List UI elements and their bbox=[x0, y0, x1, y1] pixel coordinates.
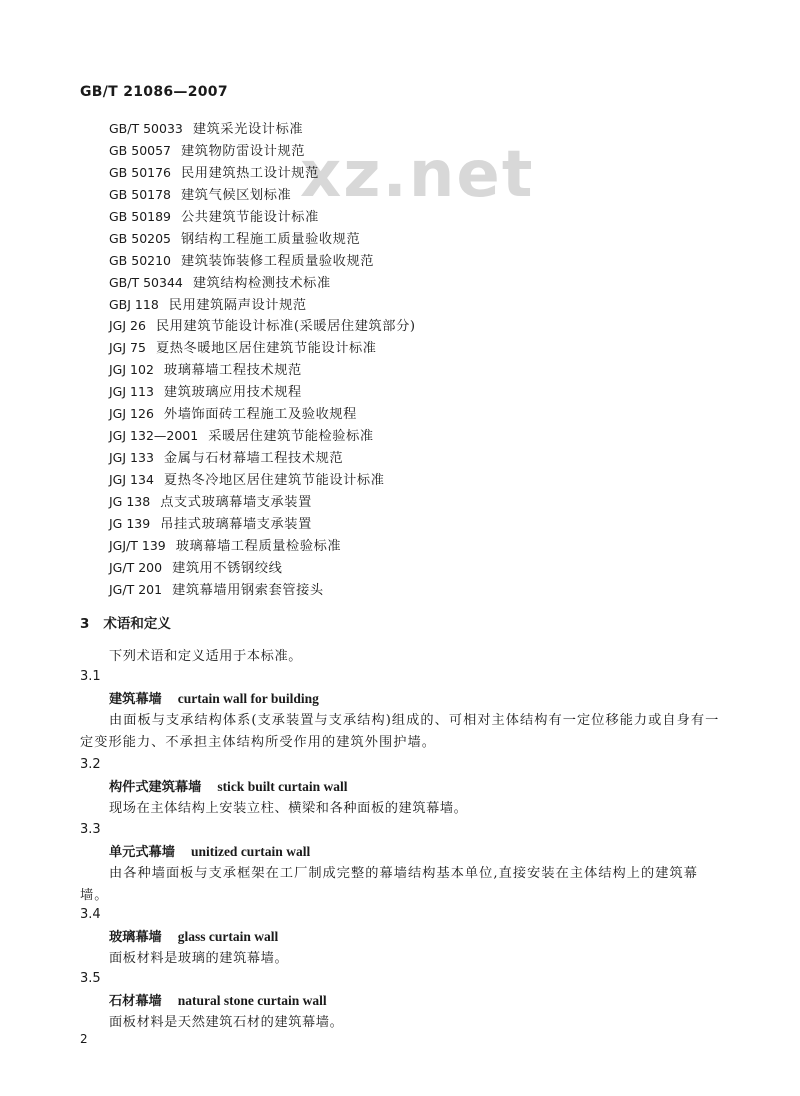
reference-title: 金属与石材幕墙工程技术规范 bbox=[163, 451, 344, 467]
reference-code: JG 138 bbox=[109, 493, 151, 509]
reference-code: GB 50178 bbox=[109, 186, 171, 202]
reference-code: GBJ 118 bbox=[109, 296, 159, 312]
reference-code: GB/T 50033 bbox=[109, 121, 183, 136]
term-number: 3.4 bbox=[80, 907, 101, 922]
reference-title: 吊挂式玻璃幕墙支承装置 bbox=[160, 516, 312, 532]
reference-code: JG/T 200 bbox=[109, 559, 163, 575]
term-definition: 由面板与支承结构体系(支承装置与支承结构)组成的、可相对主体结构有一定位移能力或自身有一定变形能力、不承担主体结构所受作用的建筑外围护墙。 bbox=[80, 713, 720, 750]
reference-title: 玻璃幕墙工程技术规范 bbox=[163, 363, 302, 379]
reference-title: 夏热冬暖地区居住建筑节能设计标准 bbox=[155, 341, 377, 357]
term-entry bbox=[80, 666, 720, 754]
reference-code: JGJ 102 bbox=[109, 362, 154, 378]
reference-code: JGJ 75 bbox=[109, 340, 146, 356]
term-name-cn: 构件式建筑幕墙 bbox=[109, 780, 202, 795]
reference-item bbox=[109, 337, 416, 359]
reference-title: 钢结构工程施工质量验收规范 bbox=[181, 231, 361, 247]
term-name-cn: 单元式幕墙 bbox=[109, 845, 175, 860]
section-intro: 下列术语和定义适用于本标准。 bbox=[109, 649, 303, 664]
reference-code: GB 50057 bbox=[109, 142, 171, 158]
reference-title: 建筑气候区划标准 bbox=[181, 187, 292, 203]
term-entry bbox=[80, 904, 720, 970]
reference-code: JGJ 26 bbox=[109, 318, 146, 334]
reference-title: 民用建筑热工设计规范 bbox=[181, 165, 319, 181]
reference-title: 建筑玻璃应用技术规程 bbox=[163, 385, 302, 401]
section-number: 3 bbox=[80, 616, 90, 632]
section-heading bbox=[80, 612, 171, 632]
reference-title: 建筑幕墙用钢索套管接头 bbox=[172, 582, 324, 598]
term-name-en: natural stone curtain wall bbox=[177, 993, 327, 1008]
reference-code: JG/T 201 bbox=[109, 581, 163, 597]
reference-title: 采暖居住建筑节能检验标准 bbox=[208, 429, 374, 445]
reference-title: 民用建筑隔声设计规范 bbox=[168, 297, 307, 313]
term-name-cn: 玻璃幕墙 bbox=[109, 930, 162, 945]
reference-code: JG 139 bbox=[109, 515, 151, 531]
term-entry bbox=[80, 819, 720, 907]
reference-title: 建筑采光设计标准 bbox=[192, 122, 304, 137]
term-definition: 面板材料是天然建筑石材的建筑幕墙。 bbox=[109, 1015, 344, 1030]
standard-header: GB/T 21086—2007 bbox=[80, 84, 228, 100]
term-definition: 面板材料是玻璃的建筑幕墙。 bbox=[109, 951, 289, 966]
reference-item bbox=[109, 118, 416, 140]
reference-item bbox=[109, 250, 416, 272]
reference-title: 建筑用不锈钢绞线 bbox=[172, 560, 283, 576]
reference-code: JGJ 134 bbox=[109, 472, 154, 487]
reference-code: JGJ 132—2001 bbox=[109, 428, 199, 444]
reference-item bbox=[109, 557, 416, 579]
term-number: 3.3 bbox=[80, 822, 101, 837]
reference-item bbox=[109, 469, 416, 491]
reference-code: JGJ 113 bbox=[109, 384, 154, 400]
term-name bbox=[109, 688, 720, 710]
reference-code: GB 50176 bbox=[109, 164, 171, 180]
term-name-en: glass curtain wall bbox=[177, 929, 279, 944]
term-name bbox=[109, 776, 720, 798]
term-name-en: unitized curtain wall bbox=[190, 844, 311, 859]
reference-code: GB 50189 bbox=[109, 208, 171, 224]
term-entry bbox=[80, 754, 720, 820]
reference-item bbox=[109, 513, 416, 535]
term-name-en: stick built curtain wall bbox=[217, 779, 348, 794]
reference-item bbox=[109, 294, 416, 316]
section-title: 术语和定义 bbox=[103, 616, 171, 632]
reference-title: 公共建筑节能设计标准 bbox=[181, 209, 319, 225]
term-name bbox=[109, 926, 720, 948]
reference-item bbox=[109, 162, 416, 184]
reference-item bbox=[109, 491, 416, 513]
watermark: xz.net bbox=[300, 138, 535, 212]
reference-title: 夏热冬冷地区居住建筑节能设计标准 bbox=[163, 473, 385, 488]
term-name bbox=[109, 990, 720, 1012]
term-number: 3.1 bbox=[80, 669, 101, 684]
reference-code: GB 50205 bbox=[109, 230, 171, 246]
reference-title: 建筑装饰装修工程质量验收规范 bbox=[181, 253, 375, 269]
reference-code: JGJ 133 bbox=[109, 450, 154, 466]
term-definition: 现场在主体结构上安装立柱、横梁和各种面板的建筑幕墙。 bbox=[109, 801, 468, 816]
reference-item bbox=[109, 315, 416, 337]
reference-title: 外墙饰面砖工程施工及验收规程 bbox=[163, 407, 357, 423]
reference-item bbox=[109, 272, 416, 294]
reference-item bbox=[109, 359, 416, 381]
reference-item bbox=[109, 579, 416, 601]
reference-item bbox=[109, 381, 416, 403]
reference-item bbox=[109, 403, 416, 425]
term-entry bbox=[80, 968, 720, 1034]
reference-code: GB 50210 bbox=[109, 252, 171, 268]
reference-title: 建筑物防雷设计规范 bbox=[181, 143, 306, 159]
reference-code: JGJ 126 bbox=[109, 406, 154, 422]
term-number: 3.5 bbox=[80, 971, 101, 986]
term-name-en: curtain wall for building bbox=[177, 691, 319, 706]
reference-item bbox=[109, 206, 416, 228]
reference-item bbox=[109, 425, 416, 447]
term-name-cn: 石材幕墙 bbox=[109, 994, 162, 1009]
term-name bbox=[109, 841, 720, 863]
reference-item bbox=[109, 535, 416, 557]
reference-item bbox=[109, 228, 416, 250]
reference-code: JGJ/T 139 bbox=[109, 537, 166, 553]
reference-item bbox=[109, 140, 416, 162]
reference-item bbox=[109, 447, 416, 469]
reference-title: 点支式玻璃幕墙支承装置 bbox=[160, 494, 312, 510]
reference-item bbox=[109, 184, 416, 206]
term-number: 3.2 bbox=[80, 757, 101, 772]
term-name-cn: 建筑幕墙 bbox=[109, 692, 162, 707]
page-number: 2 bbox=[80, 1032, 88, 1046]
term-definition: 由各种墙面板与支承框架在工厂制成完整的幕墙结构基本单位,直接安装在主体结构上的建筑幕墙。 bbox=[80, 866, 698, 903]
normative-reference-list bbox=[109, 118, 416, 601]
reference-title: 玻璃幕墙工程质量检验标准 bbox=[175, 538, 342, 554]
reference-title: 建筑结构检测技术标准 bbox=[192, 275, 331, 291]
reference-code: GB/T 50344 bbox=[109, 274, 183, 290]
reference-title: 民用建筑节能设计标准(采暖居住建筑部分) bbox=[155, 319, 416, 335]
